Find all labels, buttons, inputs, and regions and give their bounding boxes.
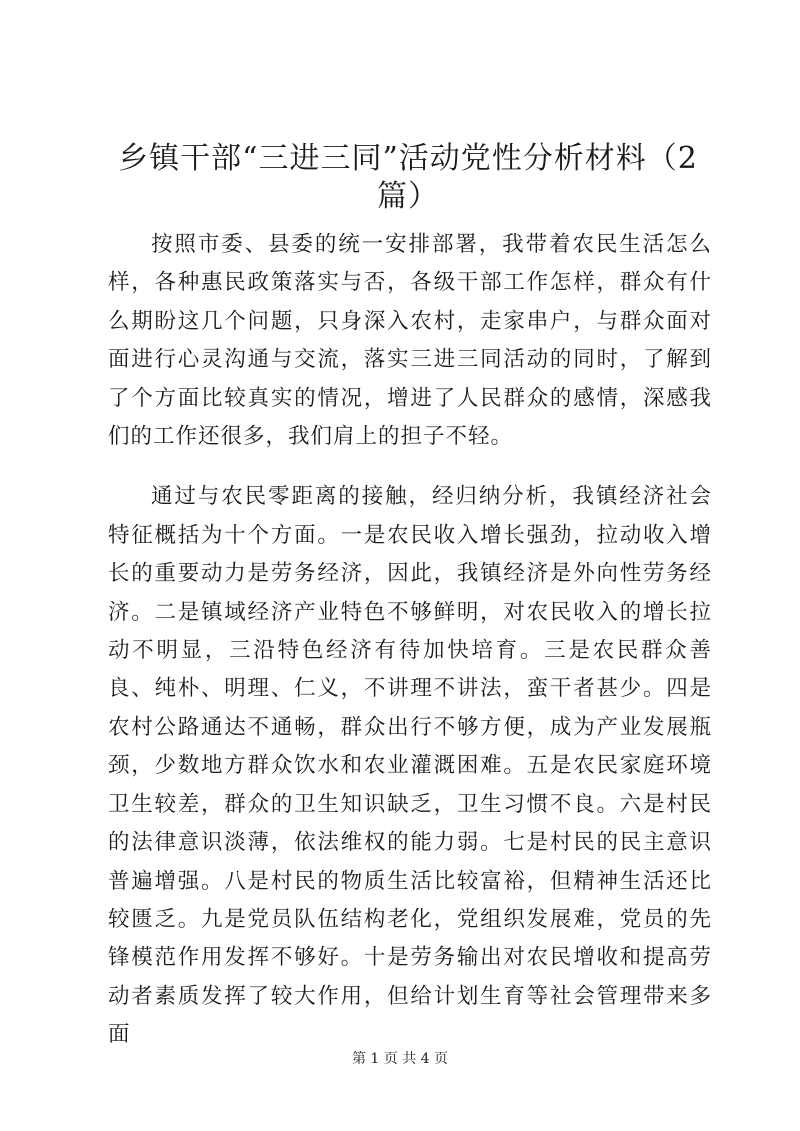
paragraph-2: 通过与农民零距离的接触，经归纳分析，我镇经济社会特征概括为十个方面。一是农民收入增长强劲，拉动收入增长的重要动力是劳务经济，因此，我镇经济是外向性劳务经济。二是镇域经济产业特色不够鲜明，对农民收入的增长拉动不明显，三沿特色经济有待加快培育。三是农民群众善良、纯朴、明理、仁义，不讲理不讲法，蛮干者甚少。四是农村公路通达不通畅，群众出行不够方便，成为产业发展瓶颈，少数地方群众饮水和农业灌溉困难。五是农民家庭环境卫生较差，群众的卫生知识缺乏，卫生习惯不良。六是村民的法律意识淡薄，依法维权的能力弱。七是村民的民主意识普遍增强。八是村民的物质生活比较富裕，但精神生活还比较匮乏。九是党员队伍结构老化，党组织发展难，党员的先锋模范作用发挥不够好。十是劳务输出对农民增收和提高劳动者素质发挥了较大作用，但给计划生育等社会管理带来多面 — [108, 484, 712, 1048]
paragraph-1: 按照市委、县委的统一安排部署，我带着农民生活怎么样，各种惠民政策落实与否，各级干部工作怎样，群众有什么期盼这几个问题，只身深入农村，走家串户，与群众面对面进行心灵沟通与交流，落实三进三同活动的同时，了解到了个方面比较真实的情况，增进了人民群众的感情，深感我们的工作还很多，我们肩上的担子不轻。 — [108, 232, 712, 450]
document-body — [108, 226, 712, 1055]
page-number-footer: 第 1 页 共 4 页 — [351, 1051, 449, 1067]
document-title: 乡镇干部“三进三同”活动党性分析材料（2篇） — [118, 141, 698, 214]
